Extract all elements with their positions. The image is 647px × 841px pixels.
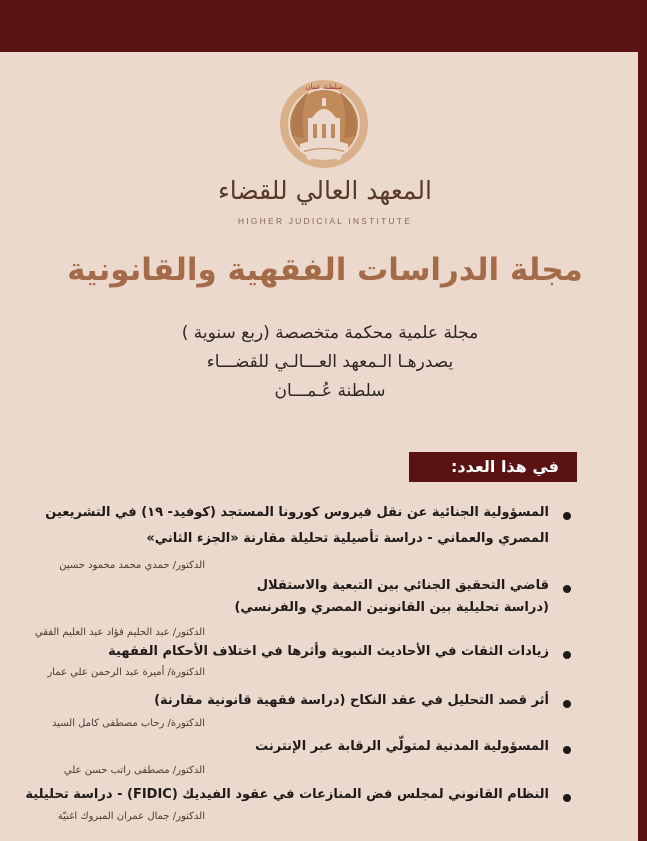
bullet-icon <box>563 700 571 708</box>
institute-emblem-icon <box>278 78 370 172</box>
article-title: (دراسة تحليلية بين القانونين المصري والفرنسي) <box>234 600 549 615</box>
journal-title: مجلة الدراسات الفقهية والقانونية <box>67 252 583 288</box>
issue-heading: في هذا العدد: <box>409 452 577 482</box>
bullet-icon <box>563 794 571 802</box>
bullet-icon <box>563 585 571 593</box>
journal-subtitle-2: يصدرهـا الـمعهد العـــالـي للقضـــاء <box>206 352 454 372</box>
article-author: الدكتورة/ أميرة عبد الرحمن علي عمار <box>47 667 205 678</box>
journal-subtitle-3: سلطنة عُـمـــان <box>274 381 386 401</box>
bullet-icon <box>563 512 571 520</box>
bullet-icon <box>563 746 571 754</box>
article-title: قاضي التحقيق الجنائي بين التبعية والاستقلال <box>256 578 549 593</box>
institute-name-english: HIGHER JUDICIAL INSTITUTE <box>237 216 413 226</box>
article-title: المصري والعماني - دراسة تأصيلية تحليلة مقارنة «الجزء الثاني» <box>146 531 549 546</box>
side-color-band <box>638 52 647 841</box>
article-author: الدكتور/ جمال عمران المبروك اغنيّة <box>57 811 205 822</box>
article-author: الدكتور/ مصطفى راتب حسن علي <box>63 765 205 776</box>
article-author: الدكتورة/ رحاب مصطفى كامل السيد <box>51 718 205 729</box>
bullet-icon <box>563 651 571 659</box>
article-title: زيادات الثقات في الأحاديث النبوية وأثرها في اختلاف الأحكام الفقهية <box>108 644 549 659</box>
journal-subtitle-1: مجلة علمية محكمة متخصصة (ربع سنوية ) <box>181 323 479 343</box>
article-title: النظام القانوني لمجلس فض المنازعات في عقود الفيديك (FIDIC) - دراسة تحليلية <box>25 787 549 802</box>
institute-name-arabic: المعهد العالي للقضاء <box>218 176 432 205</box>
article-title: أثر قصد التحليل في عقد النكاح (دراسة فقهية قانونية مقارنة) <box>154 693 549 708</box>
article-author: الدكتور/ عبد الحليم فؤاد عبد العليم الفقي <box>34 627 205 638</box>
emblem-caption: سلطنة عمان <box>305 83 343 91</box>
article-title: المسؤولية الجنائية عن نقل فيروس كورونا المستجد (كوفيد- ١٩) في التشريعين <box>45 505 549 520</box>
article-author: الدكتور/ حمدي محمد محمود حسين <box>59 560 205 571</box>
top-color-band <box>0 0 647 52</box>
article-title: المسؤولية المدنية لمتولّي الرقابة عبر الإنترنت <box>255 739 549 754</box>
